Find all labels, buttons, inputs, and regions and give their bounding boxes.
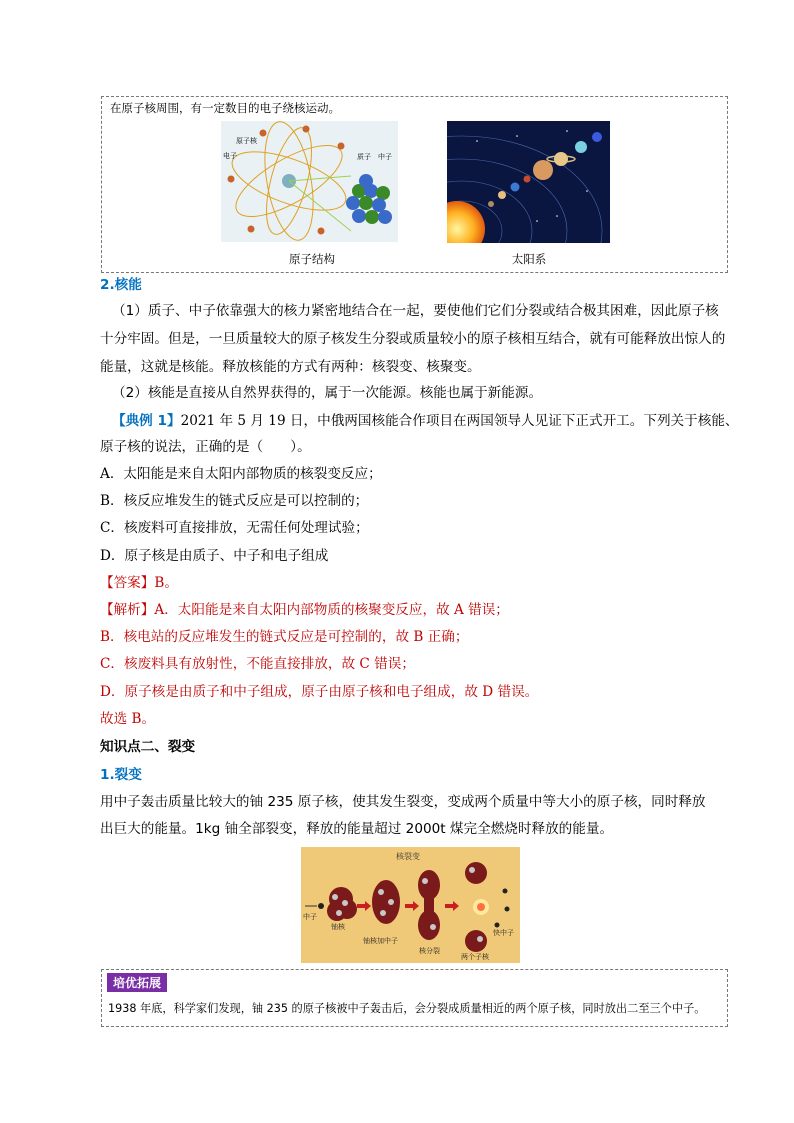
atom-intro-text: 在原子核周围，有一定数目的电子绕核运动。 bbox=[110, 101, 340, 115]
knowledge-heading: 知识点二、裂变 bbox=[100, 739, 196, 755]
extension-text: 1938 年底，科学家们发现，铀 235 的原子核被中子轰击后，会分裂成质量相近的两个原子核，同时放出二至三个中子。 bbox=[108, 1002, 706, 1015]
analysis-line-a bbox=[100, 597, 730, 623]
example-question-text: 2021 年 5 月 19 日，中俄两国核能合作项目在两国领导人见证下正式开工。下列关于核能、 bbox=[180, 413, 739, 429]
extension-box bbox=[101, 969, 728, 1027]
figure-box bbox=[101, 96, 728, 273]
option-c: C．核废料可直接排放，无需任何处理试验； bbox=[100, 520, 369, 536]
atom-structure-image bbox=[221, 121, 398, 242]
atom-caption: 原子结构 bbox=[289, 252, 335, 266]
paragraph-2: （2）核能是直接从自然界获得的，属于一次能源。核能也属于新能源。 bbox=[112, 385, 543, 401]
label-nucleus: 原子核 bbox=[236, 137, 257, 145]
option-d: D．原子核是由质子、中子和电子组成 bbox=[100, 548, 329, 564]
label-electron: 电子 bbox=[223, 152, 237, 160]
analysis-tag: 【解析】 bbox=[100, 602, 155, 618]
label-fast-neutron: 快中子 bbox=[493, 929, 514, 937]
paragraph-1-line-3: 能量，这就是核能。释放核能的方式有两种：核裂变、核聚变。 bbox=[100, 359, 481, 375]
paragraph-1-line-1: （1）质子、中子依靠强大的核力紧密地结合在一起，要使他们它们分裂或结合极其困难，因此原子核 bbox=[112, 303, 719, 319]
option-b: B．核反应堆发生的链式反应是可以控制的； bbox=[100, 493, 369, 509]
paragraph-1-line-2: 十分牢固。但是，一旦质量较大的原子核发生分裂或质量较小的原子核相互结合，就有可能释放出惊人的 bbox=[100, 331, 726, 347]
fission-title: 核裂变 bbox=[396, 852, 420, 861]
section-heading-nuclear-energy: 2.核能 bbox=[100, 277, 142, 293]
label-neutron-in: 中子 bbox=[303, 913, 317, 921]
analysis-b: B．核电站的反应堆发生的链式反应是可控制的，故 B 正确； bbox=[100, 629, 469, 645]
label-proton: 质子 bbox=[357, 153, 371, 161]
answer-tag: 【答案】 bbox=[100, 575, 155, 591]
solar-caption: 太阳系 bbox=[511, 252, 547, 266]
label-two-nuclei: 两个子核 bbox=[461, 953, 489, 961]
solar-system-image bbox=[447, 121, 610, 243]
answer-line bbox=[100, 570, 730, 596]
option-a: A．太阳能是来自太阳内部物质的核裂变反应； bbox=[100, 466, 382, 482]
extension-badge: 培优拓展 bbox=[107, 973, 167, 992]
fission-subheading: 1.裂变 bbox=[100, 767, 142, 783]
example-tag: 【典例 1】 bbox=[112, 413, 181, 429]
label-splitting: 核分裂 bbox=[419, 947, 440, 955]
analysis-a: A．太阳能是来自太阳内部物质的核聚变反应，故 A 错误； bbox=[154, 602, 509, 618]
analysis-c: C．核废料具有放射性，不能直接排放，故 C 错误； bbox=[100, 656, 415, 672]
answer-value: B。 bbox=[154, 575, 178, 591]
label-neutron: 中子 bbox=[378, 153, 392, 161]
fission-line-1: 用中子轰击质量比较大的铀 235 原子核，使其发生裂变，变成两个质量中等大小的原子核，同时释放 bbox=[100, 794, 706, 810]
analysis-d: D．原子核是由质子和中子组成，原子由原子核和电子组成，故 D 错误。 bbox=[100, 684, 539, 700]
example-question-line-2: 原子核的说法，正确的是（ ）。 bbox=[100, 439, 311, 455]
fission-line-2: 出巨大的能量。1kg 铀全部裂变，释放的能量超过 2000t 煤完全燃烧时释放的能量。 bbox=[100, 821, 614, 837]
example-question-line-1 bbox=[112, 408, 742, 434]
conclusion: 故选 B。 bbox=[100, 711, 156, 727]
fission-diagram bbox=[301, 847, 520, 963]
label-uranium-plus-neutron: 铀核加中子 bbox=[363, 937, 398, 945]
label-uranium: 铀核 bbox=[331, 923, 345, 931]
